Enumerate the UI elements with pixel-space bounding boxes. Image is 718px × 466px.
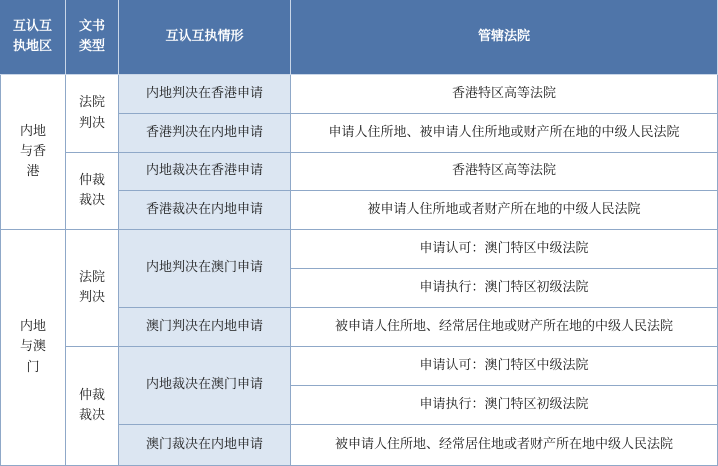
court-cell — [291, 386, 718, 425]
situation-cell — [119, 191, 291, 230]
region-hk-label: 内地与香港 — [20, 123, 47, 180]
court-label: 被申请人住所地或者财产所在地的中级人民法院 — [367, 201, 641, 217]
situation-cell — [119, 230, 291, 308]
header-situation — [119, 0, 291, 75]
situation-label: 内地裁决在澳门申请 — [145, 377, 263, 393]
situation-cell — [119, 75, 291, 114]
doc-type-label: 法院判决 — [79, 269, 106, 305]
court-label: 申请执行：澳门特区初级法院 — [419, 279, 589, 295]
doc-type-label: 仲裁裁决 — [79, 172, 106, 208]
court-cell — [291, 308, 718, 347]
header-court — [291, 0, 718, 75]
doc-type-macau-arbitral — [66, 347, 119, 466]
situation-label: 香港判决在内地申请 — [145, 124, 263, 140]
header-situation-label: 互认互执情形 — [165, 28, 244, 44]
doc-type-macau-judgment — [66, 230, 119, 347]
doc-type-hk-arbitral — [66, 153, 119, 230]
situation-cell — [119, 114, 291, 153]
court-cell — [291, 114, 718, 153]
header-doc-type — [66, 0, 119, 75]
situation-label: 内地判决在澳门申请 — [145, 260, 263, 276]
situation-label: 澳门裁决在内地申请 — [145, 436, 263, 452]
doc-type-label: 法院判决 — [79, 95, 106, 131]
header-doc-type-label: 文书类型 — [79, 18, 106, 54]
situation-label: 澳门判决在内地申请 — [145, 318, 263, 334]
court-cell — [291, 425, 718, 466]
doc-type-label: 仲裁裁决 — [79, 387, 106, 423]
court-cell — [291, 347, 718, 386]
court-label: 香港特区高等法院 — [451, 85, 556, 101]
court-label: 被申请人住所地、经常居住地或者财产所在地中级人民法院 — [334, 436, 673, 452]
region-hk — [0, 75, 66, 230]
doc-type-hk-judgment — [66, 75, 119, 153]
situation-cell — [119, 308, 291, 347]
region-macau-label: 内地与澳门 — [20, 319, 47, 375]
court-cell — [291, 75, 718, 114]
court-label: 申请人住所地、被申请人住所地或财产所在地的中级人民法院 — [328, 124, 680, 140]
situation-cell — [119, 347, 291, 425]
header-region-label: 互认互执地区 — [13, 18, 53, 54]
situation-cell — [119, 153, 291, 191]
court-label: 申请认可：澳门特区中级法院 — [419, 357, 589, 373]
header-court-label: 管辖法院 — [477, 28, 530, 44]
court-label: 被申请人住所地、经常居住地或财产所在地的中级人民法院 — [334, 318, 673, 334]
court-cell — [291, 230, 718, 269]
court-label: 申请执行：澳门特区初级法院 — [419, 396, 589, 412]
situation-label: 内地判决在香港申请 — [145, 85, 263, 101]
court-label: 香港特区高等法院 — [451, 163, 556, 179]
situation-cell — [119, 425, 291, 466]
court-label: 申请认可：澳门特区中级法院 — [419, 240, 589, 256]
situation-label: 内地裁决在香港申请 — [145, 163, 263, 179]
court-cell — [291, 191, 718, 230]
court-cell — [291, 153, 718, 191]
region-macau — [0, 230, 66, 466]
situation-label: 香港裁决在内地申请 — [145, 201, 263, 217]
court-cell — [291, 269, 718, 308]
header-region — [0, 0, 66, 75]
